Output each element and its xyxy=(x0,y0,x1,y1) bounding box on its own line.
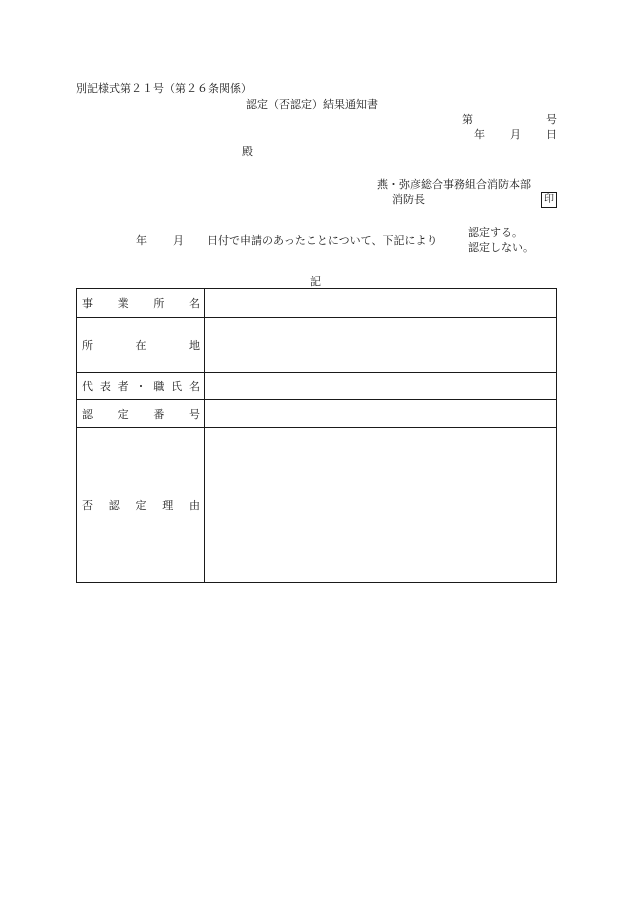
form-number: 別記様式第２１号（第２６条関係） xyxy=(76,82,252,95)
seal-mark: 印 xyxy=(541,192,557,208)
table-row xyxy=(77,318,557,373)
row-label-location: 所在地 xyxy=(77,318,205,373)
issuer-organization: 燕・弥彦総合事務組合消防本部 xyxy=(377,178,531,191)
table-row xyxy=(77,428,557,583)
date-month: 月 xyxy=(510,128,521,141)
row-label-office-name: 事業所名 xyxy=(77,289,205,318)
doc-number-prefix: 第 xyxy=(462,113,473,126)
addressee-suffix: 殿 xyxy=(242,145,253,158)
date-year: 年 xyxy=(474,128,485,141)
representative-value xyxy=(205,373,557,400)
office-name-value xyxy=(205,289,557,318)
location-value xyxy=(205,318,557,373)
table-row xyxy=(77,400,557,428)
row-label-rejection-reason: 否認定理由 xyxy=(77,428,205,583)
cert-number-value xyxy=(205,400,557,428)
issuer-title: 消防長 xyxy=(392,193,425,206)
table-row xyxy=(77,289,557,318)
application-year: 年 xyxy=(136,234,147,247)
ki-heading: 記 xyxy=(310,275,321,288)
row-label-cert-number: 認定番号 xyxy=(77,400,205,428)
option-reject: 認定しない。 xyxy=(468,241,534,254)
doc-number-suffix: 号 xyxy=(546,113,557,126)
application-month: 月 xyxy=(173,234,184,247)
option-approve: 認定する。 xyxy=(468,226,523,239)
table-row xyxy=(77,373,557,400)
document-title: 認定（否認定）結果通知書 xyxy=(246,98,378,111)
body-text: 日付で申請のあったことについて、下記により xyxy=(207,234,438,247)
record-table xyxy=(76,288,557,583)
date-day: 日 xyxy=(546,128,557,141)
rejection-reason-value xyxy=(205,428,557,583)
row-label-representative: 代表者・職氏名 xyxy=(77,373,205,400)
